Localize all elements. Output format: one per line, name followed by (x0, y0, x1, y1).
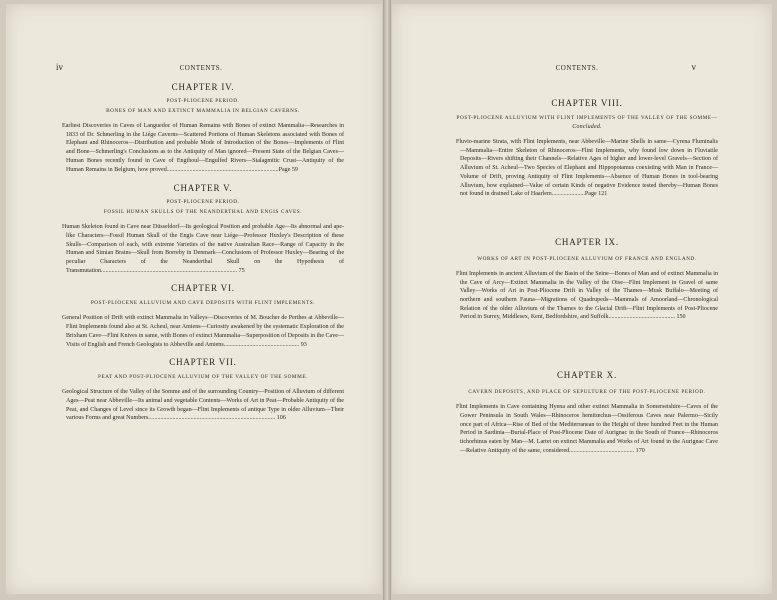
left-page (6, 4, 382, 594)
chapter-heading: BONES OF MAN AND EXTINCT MAMMALIA IN BELGIAN CAVERNS. (106, 108, 300, 114)
chapter-heading (456, 114, 718, 132)
chapter-period: POST-PLIOCENE PERIOD. (166, 98, 240, 104)
chapter-heading-concluded: Concluded. (572, 124, 602, 130)
chapter-summary: Flint Implements in Cave containing Hyena and other extinct Mammalia in Somersetshire—Caves of the Gower Peninsula in South Wales—Rhinoceros hemitœchus—Ossiferous Caves near Palermo—Sicily once part of Africa—Rise of Bed of the Mediterranean to the Height of three hundred Feet in the Human Period in Sardinia—Burial-Place of Post-Pliocene Date of Aurignac in the South of France—Rhinoceros tichorhinus eaten by Man—M. Lartet on extinct Mammalia and Works of Art found in the Aurignac Cave—Relative Antiquity of the same, considered........................................... 170 (456, 404, 718, 454)
chapter-entry (62, 283, 344, 349)
running-head: CONTENTS. (179, 64, 223, 72)
chapter-title: CHAPTER V. (173, 183, 233, 194)
chapter-heading-text: POST-PLIOCENE ALLUVIUM WITH FLINT IMPLEMENTS OF THE VALLEY OF THE SOMME— (456, 115, 718, 121)
chapter-title: CHAPTER IX. (555, 236, 619, 247)
chapter-summary: General Position of Drift with extinct Mammalia in Valleys—Discoveries of M. Boucher de Perthes at Abbeville—Flint Implements found also at St. Acheul, near Amiens—Curiosity awakened by the systematic Exploration of the Brixham Cave—Flint Knives in same, with Bones of extinct Mammalia—Superposition of Deposits in the Cave—Visits of English and French Geologists to Abbeville and Amiens.................................................. 93 (62, 315, 344, 348)
chapter-summary: Earliest Discoveries in Caves of Languedoc of Human Remains with Bones of extinct Mammalia—Researches in 1833 of Dr. Schmerling in the Liége Caverns—Scattered Portions of Human Skeletons associated with Bones of Elephant and Rhinoceros—Distribution and probable Mode of Introduction of the Bones—Implements of Flint and Bone—Schmerling's Conclusions as to the Antiquity of Man ignored—Present State of the Belgian Caves—Human Bones recently found in Cave of Engihoul—Engulfed Rivers—Stalagmitic Crust—Antiquity of the Human Remains in Belgium, how proved..........................................................................Page 59 (62, 123, 344, 173)
chapter-heading: WORKS OF ART IN POST-PLIOCENE ALLUVIUM OF FRANCE AND ENGLAND. (477, 255, 697, 262)
book-gutter (383, 0, 391, 600)
chapter-title: CHAPTER VI. (171, 283, 235, 294)
chapter-heading: CAVERN DEPOSITS, AND PLACE OF SEPULTURE OF THE POST-PLIOCENE PERIOD. (468, 389, 706, 396)
chapter-entry (456, 237, 718, 322)
chapter-period: POST-PLIOCENE PERIOD. (166, 199, 240, 206)
page-number: iv (56, 62, 64, 72)
chapter-title: CHAPTER VII. (169, 357, 237, 368)
chapter-entry (62, 183, 344, 275)
right-page (392, 4, 772, 594)
chapter-entry (62, 82, 344, 174)
running-head: CONTENTS. (555, 64, 599, 72)
chapter-heading: POST-PLIOCENE ALLUVIUM AND CAVE DEPOSITS WITH FLINT IMPLEMENTS. (90, 300, 316, 307)
chapter-entry (456, 370, 718, 455)
chapter-summary: Geological Structure of the Valley of the Somme and of the surrounding Country—Position of Alluvium of different Ages—Peat near Abbeville—Its animal and vegetable Contents—Works of Art in Peat—Probable Antiquity of the Peat, and Changes of Level since its Growth began—Flint Implements of antique Type in older Alluvium—Their various Forms and great Numbers.................................................................................... 106 (62, 389, 344, 422)
chapter-heading: PEAT AND POST-PLIOCENE ALLUVIUM OF THE VALLEY OF THE SOMME. (97, 374, 309, 381)
chapter-entry (62, 357, 344, 423)
contents-list (6, 82, 382, 433)
chapter-summary: Flint Implements in ancient Alluvium of the Basin of the Seine—Bones of Man and of extinct Mammalia in the Cave of Arcy—Extinct Mammalia in the Valley of the Oise—Flint Implement in Gravel of same Valley—Works of Art in Post-Pliocene Drift in Valley of the Thames—Musk Buffalo—Meeting of northern and southern Fauna—Migrations of Quadrupeds—Mammals of Amoorland—Chronological Relation of the older Alluvium of the Thames to the Glacial Drift—Flint Implements of Post-Pliocene Period in Surrey, Middlesex, Kent, Bedfordshire, and Suffolk............................................ 150 (456, 270, 718, 321)
chapter-summary: Human Skeleton found in Cave near Düsseldorf—Its geological Position and probable Age—Its abnormal and ape-like Characters—Fossil Human Skull of the Engis Cave near Liége—Professor Huxley's Description of these Skulls—Comparison of each, with extreme Varieties of the native Australian Race—Range of Capacity in the Human and Simian Brains—Skull from Borreby in Denmark—Conclusions of Professor Huxley—Bearing of the peculiar Characters of the Neanderthal Skull on the Hypothesis of Transmutation.......................................................................................... 75 (62, 224, 344, 274)
chapter-summary: Fluvio-marine Strata, with Flint Implements, near Abbeville—Marine Shells in same—Cyrena Fluminalis—Mammalia—Entire Skeleton of Rhinoceros—Flint Implements, why found low down in Fluviatile Deposits—Rivers shifting their Channels—Relative Ages of higher and lower-level Gravels—Section of Alluvium of St. Acheul—Two Species of Elephant and Hippopotamus coexisting with Man in France—Volume of Drift, proving Antiquity of Flint Implements—Absence of Human Bones in tool-bearing Alluvium, how explained—Value of certain Kinds of negative Evidence tested thereby—Human Bones not found in drained Lake of Haarlem......................Page 121 (456, 139, 718, 198)
chapter-heading: FOSSIL HUMAN SKULLS OF THE NEANDERTHAL AND ENGIS CAVES. (103, 209, 303, 216)
chapter-title: CHAPTER IV. (171, 82, 235, 92)
chapter-entry (456, 98, 718, 199)
contents-list (392, 98, 772, 465)
chapter-title: CHAPTER VIII. (551, 98, 623, 108)
chapter-title: CHAPTER X. (556, 370, 617, 381)
page-number: v (691, 62, 696, 72)
